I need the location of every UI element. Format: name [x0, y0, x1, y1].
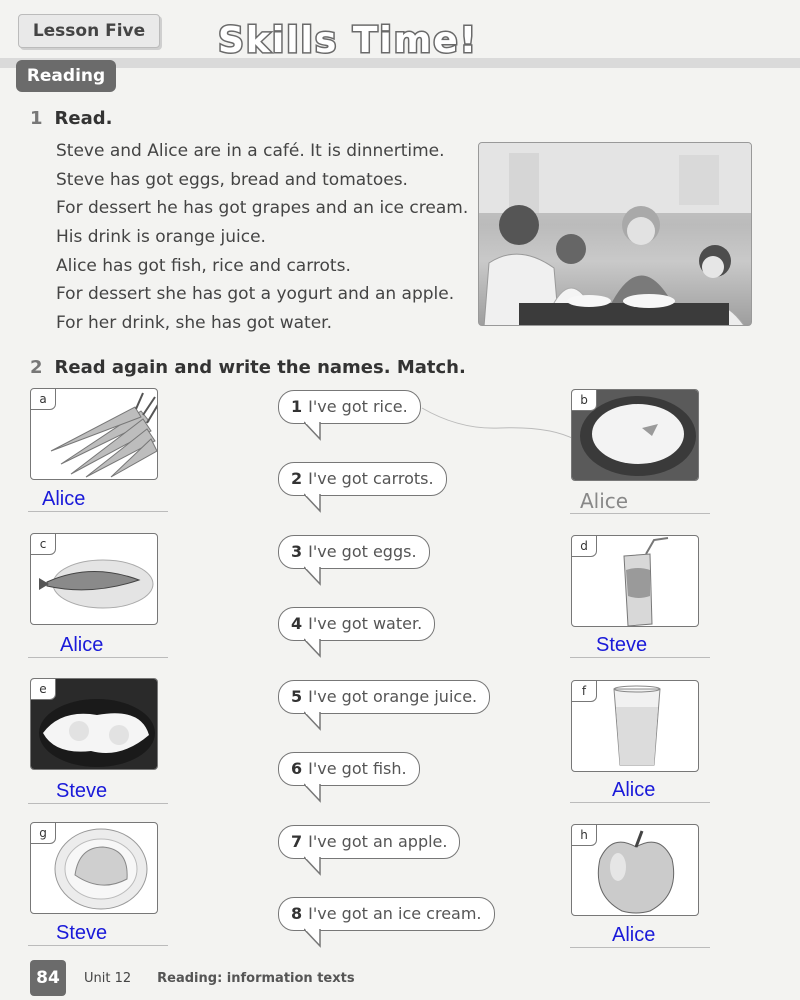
answer-line-f[interactable]: Alice [570, 777, 710, 803]
picture-g-ice-cream: g [30, 822, 158, 914]
bubble-tail [304, 638, 328, 658]
sentence-4-bubble: 4 I've got water. [278, 607, 435, 641]
lesson-label: Lesson Five [18, 14, 160, 48]
picture-a-carrots: a [30, 388, 158, 480]
picture-e-eggs: e [30, 678, 158, 770]
bubble-tail [304, 856, 328, 876]
page-footer [30, 960, 355, 996]
sentence-3-bubble: 3 I've got eggs. [278, 535, 430, 569]
sentence-1-bubble: 1 I've got rice. [278, 390, 421, 424]
page-number: 84 [30, 960, 66, 996]
exercise-2-heading: 2 Read again and write the names. Match. [30, 357, 466, 378]
answer-line-g[interactable]: Steve [28, 920, 168, 946]
text-line: For dessert she has got a yogurt and an apple. [56, 284, 455, 305]
answer-line-b[interactable]: Alice [570, 488, 710, 514]
bubble-tail [304, 421, 328, 441]
text-line: Steve has got eggs, bread and tomatoes. [56, 169, 408, 190]
sentence-8-bubble: 8 I've got an ice cream. [278, 897, 495, 931]
answer-line-c[interactable]: Alice [28, 632, 168, 658]
family-dinner-photo [478, 142, 752, 326]
match-line [420, 400, 580, 450]
picture-h-apple: h [571, 824, 699, 916]
bubble-tail [304, 711, 328, 731]
answer-line-a[interactable]: Alice [28, 486, 168, 512]
text-line: Steve and Alice are in a café. It is dinnertime. [56, 141, 445, 161]
answer-line-e[interactable]: Steve [28, 778, 168, 804]
svg-text:Skills Time!: Skills Time! [218, 20, 479, 61]
reading-text [56, 137, 468, 338]
sentence-6-bubble: 6 I've got fish. [278, 752, 420, 786]
footer-title: Reading: information texts [157, 970, 355, 986]
sentence-7-bubble: 7 I've got an apple. [278, 825, 460, 859]
page-title [212, 8, 512, 62]
bubble-tail [304, 493, 328, 513]
text-line: For dessert he has got grapes and an ice cream. [56, 198, 469, 219]
picture-b-rice: b [571, 389, 699, 481]
text-line: For her drink, she has got water. [56, 313, 333, 334]
answer-line-d[interactable]: Steve [570, 632, 710, 658]
bubble-tail [304, 783, 328, 803]
picture-f-water: f [571, 680, 699, 772]
exercise-1-heading: 1 Read. [30, 108, 113, 129]
picture-c-fish: c [30, 533, 158, 625]
sentence-5-bubble: 5 I've got orange juice. [278, 680, 490, 714]
sentence-2-bubble: 2 I've got carrots. [278, 462, 447, 496]
text-line: Alice has got fish, rice and carrots. [56, 255, 351, 276]
answer-line-h[interactable]: Alice [570, 922, 710, 948]
bubble-tail [304, 566, 328, 586]
picture-d-orange-juice: d [571, 535, 699, 627]
section-label: Reading [16, 60, 116, 92]
bubble-tail [304, 928, 328, 948]
text-line: His drink is orange juice. [56, 227, 266, 248]
unit-label: Unit 12 [84, 970, 132, 986]
